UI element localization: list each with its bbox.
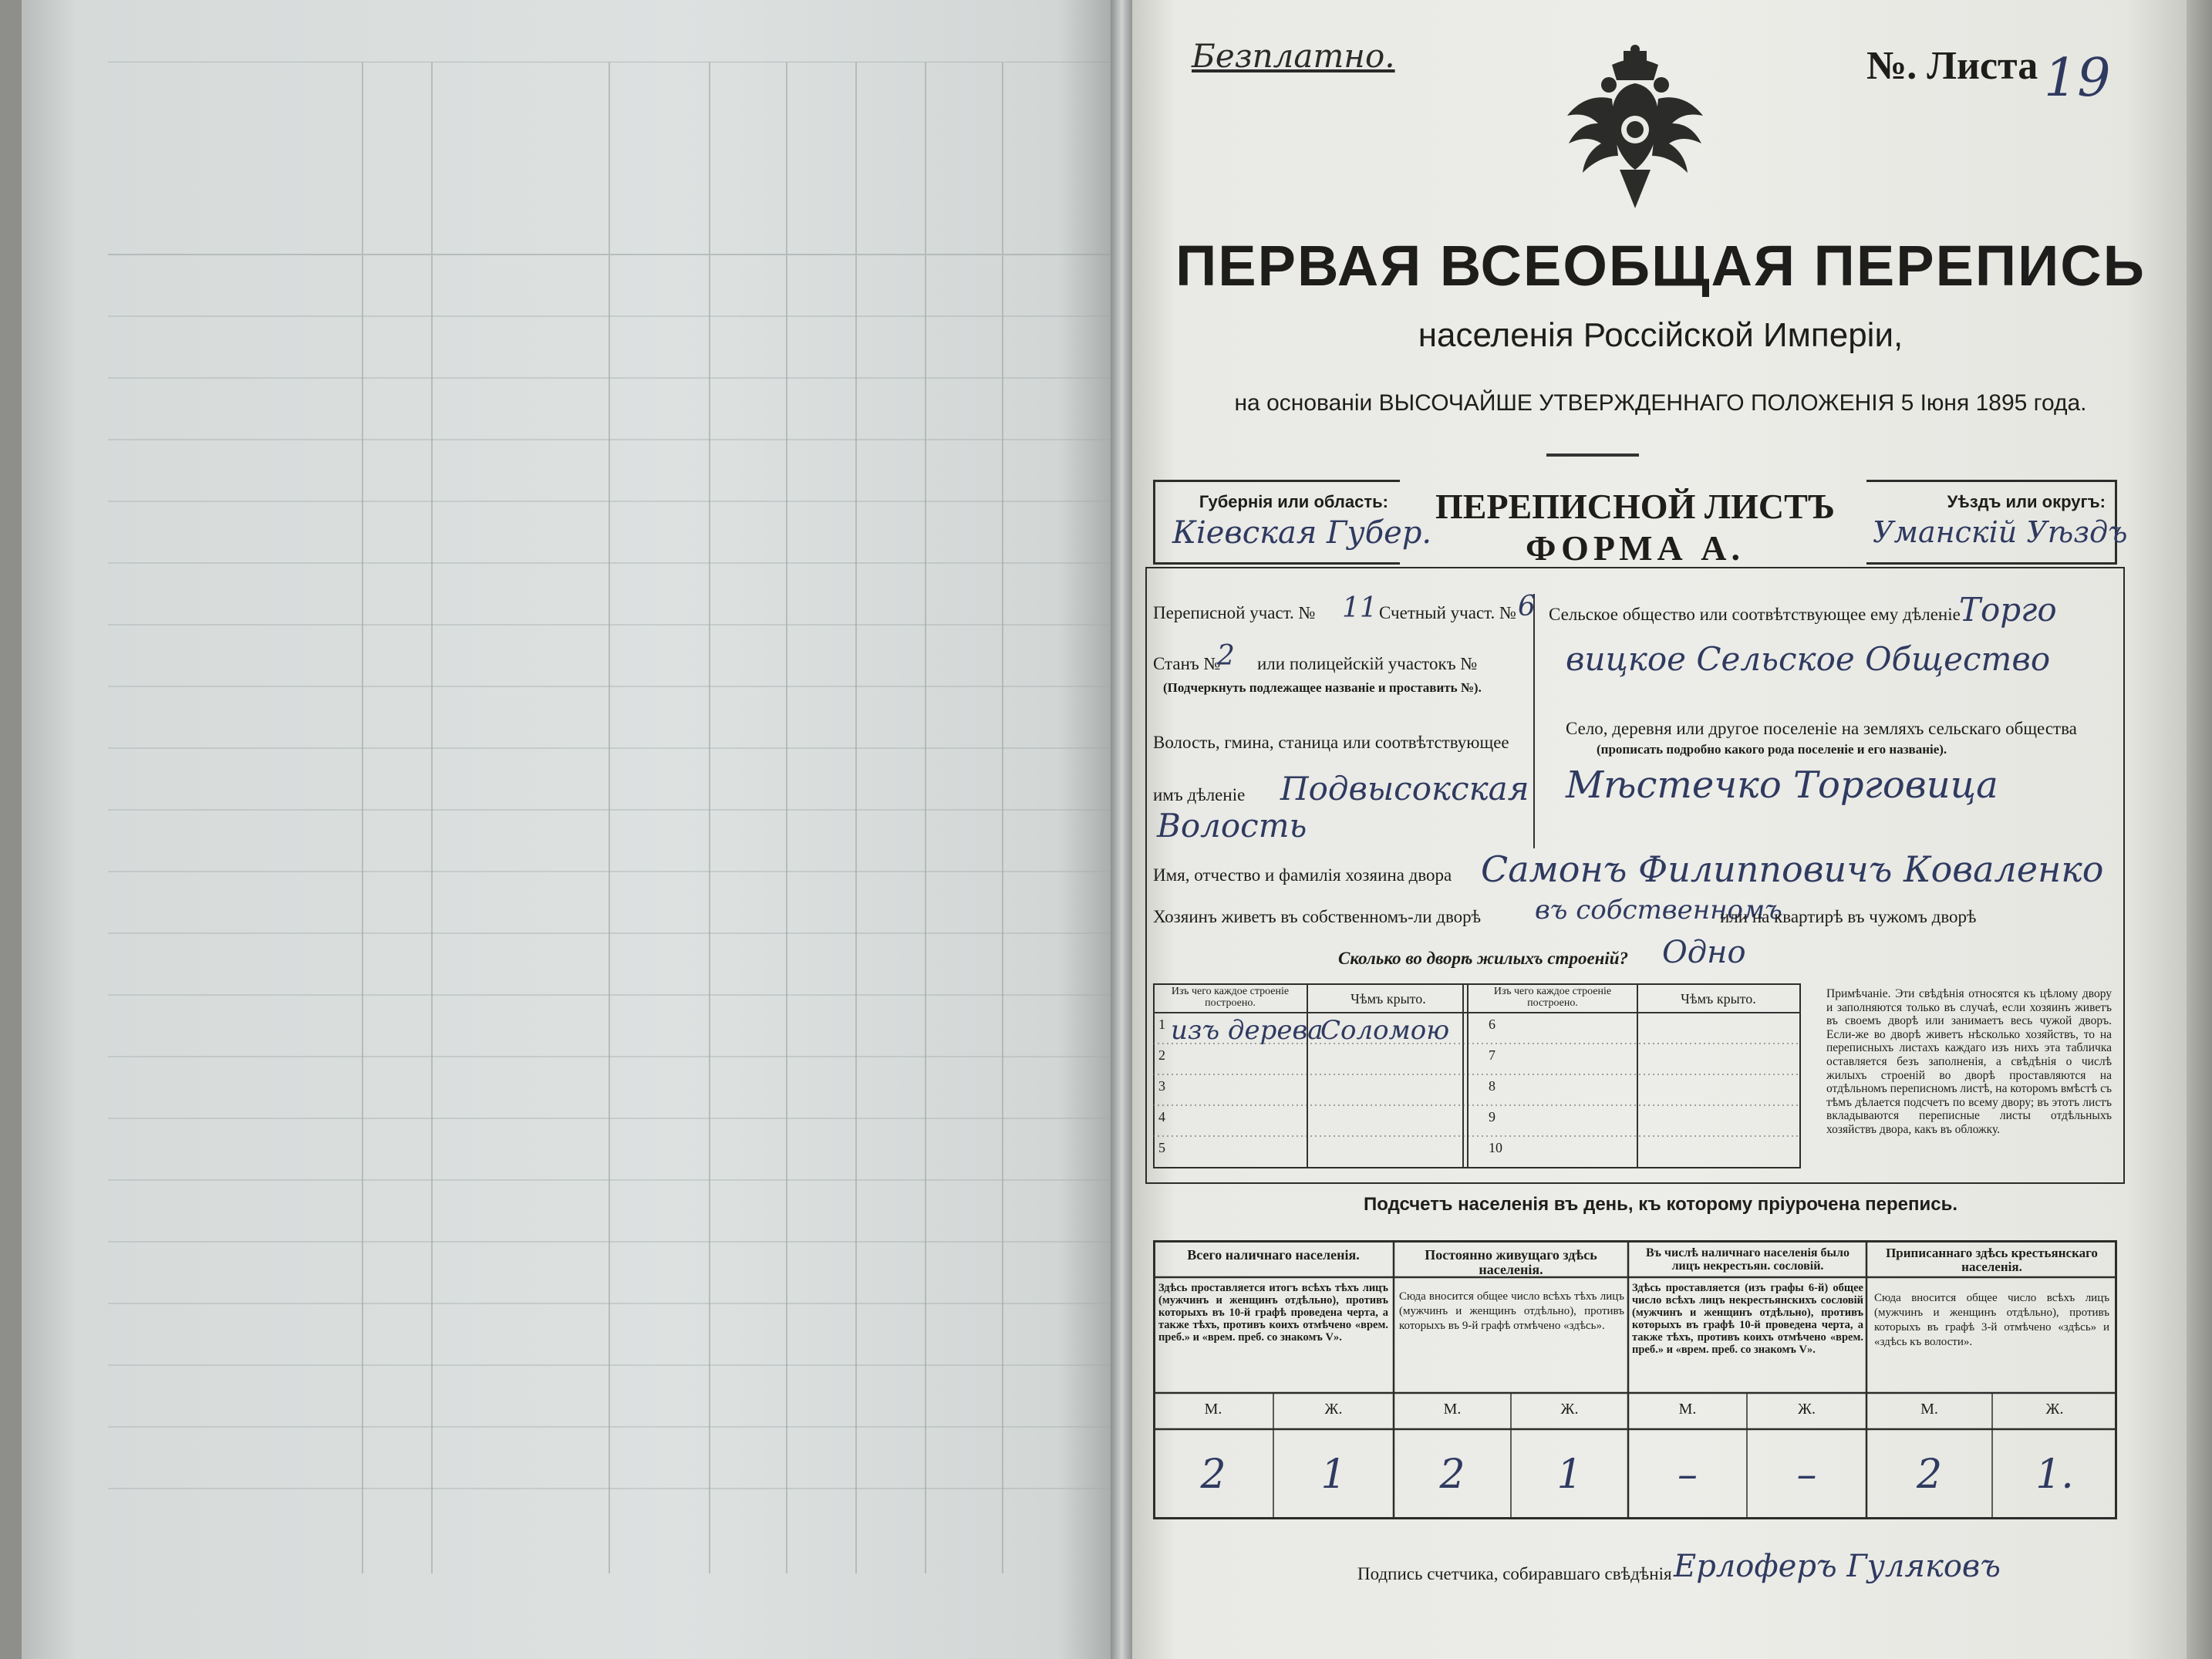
count-col-2-desc: Сюда вносится общее число всѣхъ тѣхъ лицъ (мужчинъ и женщинъ отдѣльно), противъ которыхъ въ 9-й графѣ отмѣчено «здѣсь».: [1399, 1290, 1624, 1332]
imperial-eagle-emblem-icon: [1558, 45, 1712, 214]
own-yard-value: въ собственномъ: [1535, 895, 1782, 926]
gubernia-value: Кіевская Губер.: [1172, 515, 1432, 551]
owner-value: Самонъ Филипповичъ Коваленко: [1481, 848, 2104, 890]
page-title: ПЕРВАЯ ВСЕОБЩАЯ ПЕРЕПИСЬ: [1175, 234, 2146, 298]
count-col-1-f-label: Ж.: [1324, 1401, 1343, 1418]
count-col-1-m-value: 2: [1200, 1452, 1226, 1498]
society-label: Сельское общество или соотвѣтствующее ему дѣленіе: [1549, 605, 1961, 624]
building-row-material: изъ дерева: [1171, 1015, 1323, 1046]
count-col-3-m-value: –: [1678, 1452, 1698, 1498]
village-value: Мѣстечко Торговица: [1566, 764, 1998, 807]
buildings-label: Сколько во дворѣ жилыхъ строеній?: [1338, 949, 1629, 968]
title-ornament-divider: [1546, 454, 1639, 457]
volost-label-1: Волость, гмина, станица или соотвѣтствующее: [1153, 733, 1509, 752]
uezd-value: Уманскій Уѣздъ: [1873, 515, 2128, 549]
stan-label: Станъ №: [1153, 654, 1221, 673]
volost-value-1: Подвысокская: [1280, 770, 1529, 808]
count-col-2-m-label: М.: [1443, 1401, 1462, 1418]
building-row-no: 4: [1158, 1109, 1165, 1125]
page-subtitle: населенія Россійской Имперіи,: [1418, 316, 1903, 354]
building-row-no: 10: [1489, 1140, 1502, 1155]
volost-value-2: Волость: [1157, 807, 1307, 845]
buildings-value: Одно: [1662, 935, 1746, 970]
legal-basis-line: на основаніи ВЫСОЧАЙШЕ УТВЕРЖДЕННАГО ПОЛОЖЕНІЯ 5 Іюня 1895 года.: [1234, 390, 2087, 416]
count-col-3-f-label: Ж.: [1798, 1401, 1816, 1418]
society-value-2: вицкое Сельское Общество: [1566, 640, 2051, 678]
count-col-4-f-label: Ж.: [2045, 1401, 2064, 1418]
own-yard-label: Хозяинъ живетъ въ собственномъ-ли дворѣ: [1153, 907, 1482, 926]
free-stamp: Безплатно.: [1192, 37, 1395, 75]
building-row-no: 9: [1489, 1109, 1495, 1125]
fields-vertical-divider: [1533, 594, 1535, 848]
uezd-label: Уѣздъ или округъ:: [1947, 492, 2106, 511]
count-col-3-desc: Здѣсь проставляется (изъ графы 6-й) общее число всѣхъ лицъ некрестьянскихъ сословій (мужчинъ и женщинъ отдѣльно), противъ которыхъ въ графѣ 10-й проведена черта, а также тѣхъ, противъ коихъ отмѣчено «врем. преб.» и «врем. преб. со знакомъ V».: [1632, 1282, 1863, 1356]
form-title: ПЕРЕПИСНОЙ ЛИСТЪ: [1435, 487, 1836, 526]
form-subtitle: ФОРМА А.: [1526, 528, 1745, 568]
society-value-1: Торго: [1959, 591, 2057, 629]
building-row-no: 5: [1158, 1140, 1165, 1155]
building-row-no: 8: [1489, 1078, 1495, 1094]
count-title: Подсчетъ населенія въ день, къ которому пріурочена перепись.: [1364, 1194, 1957, 1215]
count-col-1-m-label: М.: [1204, 1401, 1222, 1418]
schetny-label: Счетный участ. №: [1379, 603, 1516, 622]
gubernia-label: Губернія или область:: [1199, 492, 1388, 511]
count-col-1-header: Всего наличнаго населенія.: [1187, 1247, 1360, 1263]
count-col-2-f-value: 1: [1556, 1452, 1583, 1498]
count-col-4-f-value: 1.: [2035, 1452, 2074, 1498]
buildings-col-material: Изъ чего каждое строеніе построено.: [1171, 986, 1290, 1009]
buildings-col-roof: Чѣмъ крыто.: [1350, 991, 1426, 1007]
count-col-4-header: Приписаннаго здѣсь крестьянскаго населенія.: [1886, 1246, 2098, 1274]
police-label: или полицейскій участокъ №: [1257, 654, 1478, 673]
building-row-no: 3: [1158, 1078, 1165, 1094]
sheet-number-value: 19: [2044, 48, 2111, 109]
uchastok-value: 11: [1342, 592, 1377, 624]
building-row-no: 2: [1158, 1047, 1165, 1063]
rent-label: или на квартирѣ въ чужомъ дворѣ: [1720, 907, 1977, 926]
building-row-no: 6: [1489, 1017, 1495, 1032]
stan-value: 2: [1217, 640, 1235, 672]
count-col-1-desc: Здѣсь проставляется итогъ всѣхъ тѣхъ лицъ (мужчинъ и женщинъ отдѣльно), противъ которыхъ въ 10-й графѣ проведена черта, а также тѣхъ, противъ коихъ отмѣчено «врем. преб.» и «врем. преб. со знакомъ V».: [1158, 1282, 1388, 1344]
schetny-value: 6: [1518, 591, 1536, 622]
count-col-4-m-value: 2: [1916, 1452, 1943, 1498]
count-col-1-f-value: 1: [1320, 1452, 1347, 1498]
stan-note: (Подчеркнуть подлежащее названіе и проставить №).: [1163, 680, 1482, 695]
signature-label: Подпись счетчика, собиравшаго свѣдѣнія: [1357, 1564, 1672, 1583]
buildings-col-material-2: Изъ чего каждое строеніе построено.: [1493, 986, 1612, 1009]
count-col-4-desc: Сюда вносится общее число всѣхъ лицъ (мужчинъ и женщинъ отдѣльно), противъ которыхъ въ графѣ 3-й отмѣчено «здѣсь» и «здѣсь къ волости».: [1874, 1292, 2109, 1348]
building-row-no: 7: [1489, 1047, 1495, 1063]
count-col-3-m-label: М.: [1678, 1401, 1697, 1418]
village-note: (прописать подробно какого рода поселеніе и его названіе).: [1597, 742, 1947, 757]
count-col-2-m-value: 2: [1439, 1452, 1465, 1498]
count-col-2-f-label: Ж.: [1560, 1401, 1579, 1418]
sheet-number-label: №. Листа: [1866, 44, 2038, 88]
owner-label: Имя, отчество и фамилія хозяина двора: [1153, 865, 1452, 885]
uchastok-label: Переписной участ. №: [1153, 603, 1316, 622]
count-col-4-m-label: М.: [1920, 1401, 1938, 1418]
buildings-col-roof-2: Чѣмъ крыто.: [1681, 991, 1756, 1007]
signature-value: Ерлоферъ Гуляковъ: [1674, 1549, 2001, 1584]
left-page-ledger-grid: [108, 62, 1111, 1573]
buildings-note: Примѣчаніе. Эти свѣдѣнія относятся къ цѣлому двору и заполняются только въ случаѣ, если хозяинъ живетъ въ своемъ дворѣ или занимаетъ весь чужой дворъ. Если-же во дворѣ живетъ нѣсколько хозяйствъ, то на переписныхъ листахъ каждаго изъ нихъ эта табличка оставляется безъ заполненія, а свѣдѣнія о числѣ жилыхъ строеній во дворѣ проставляются на отдѣльномъ переписномъ листѣ, на которомъ вмѣстѣ съ тѣмъ дѣлается подсчетъ по всему двору; въ этотъ листъ вкладываются переписные листы отдѣльныхъ хозяйствъ двора, какъ въ обложку.: [1826, 987, 2112, 1136]
village-label: Село, деревня или другое поселеніе на земляхъ сельскаго общества: [1566, 719, 2077, 738]
count-col-3-header: Въ числѣ наличнаго населенія было лицъ некрестьян. сословій.: [1645, 1246, 1850, 1273]
page-edge: [2187, 0, 2212, 1659]
building-row-no: 1: [1158, 1017, 1165, 1032]
building-row-roof: Соломою: [1320, 1015, 1450, 1046]
count-col-3-f-value: –: [1796, 1452, 1817, 1498]
buildings-table-grid: [1153, 983, 1801, 1168]
count-col-2-header: Постоянно живущаго здѣсь населенія.: [1425, 1247, 1597, 1277]
volost-label-2: имъ дѣленіе: [1153, 785, 1246, 804]
